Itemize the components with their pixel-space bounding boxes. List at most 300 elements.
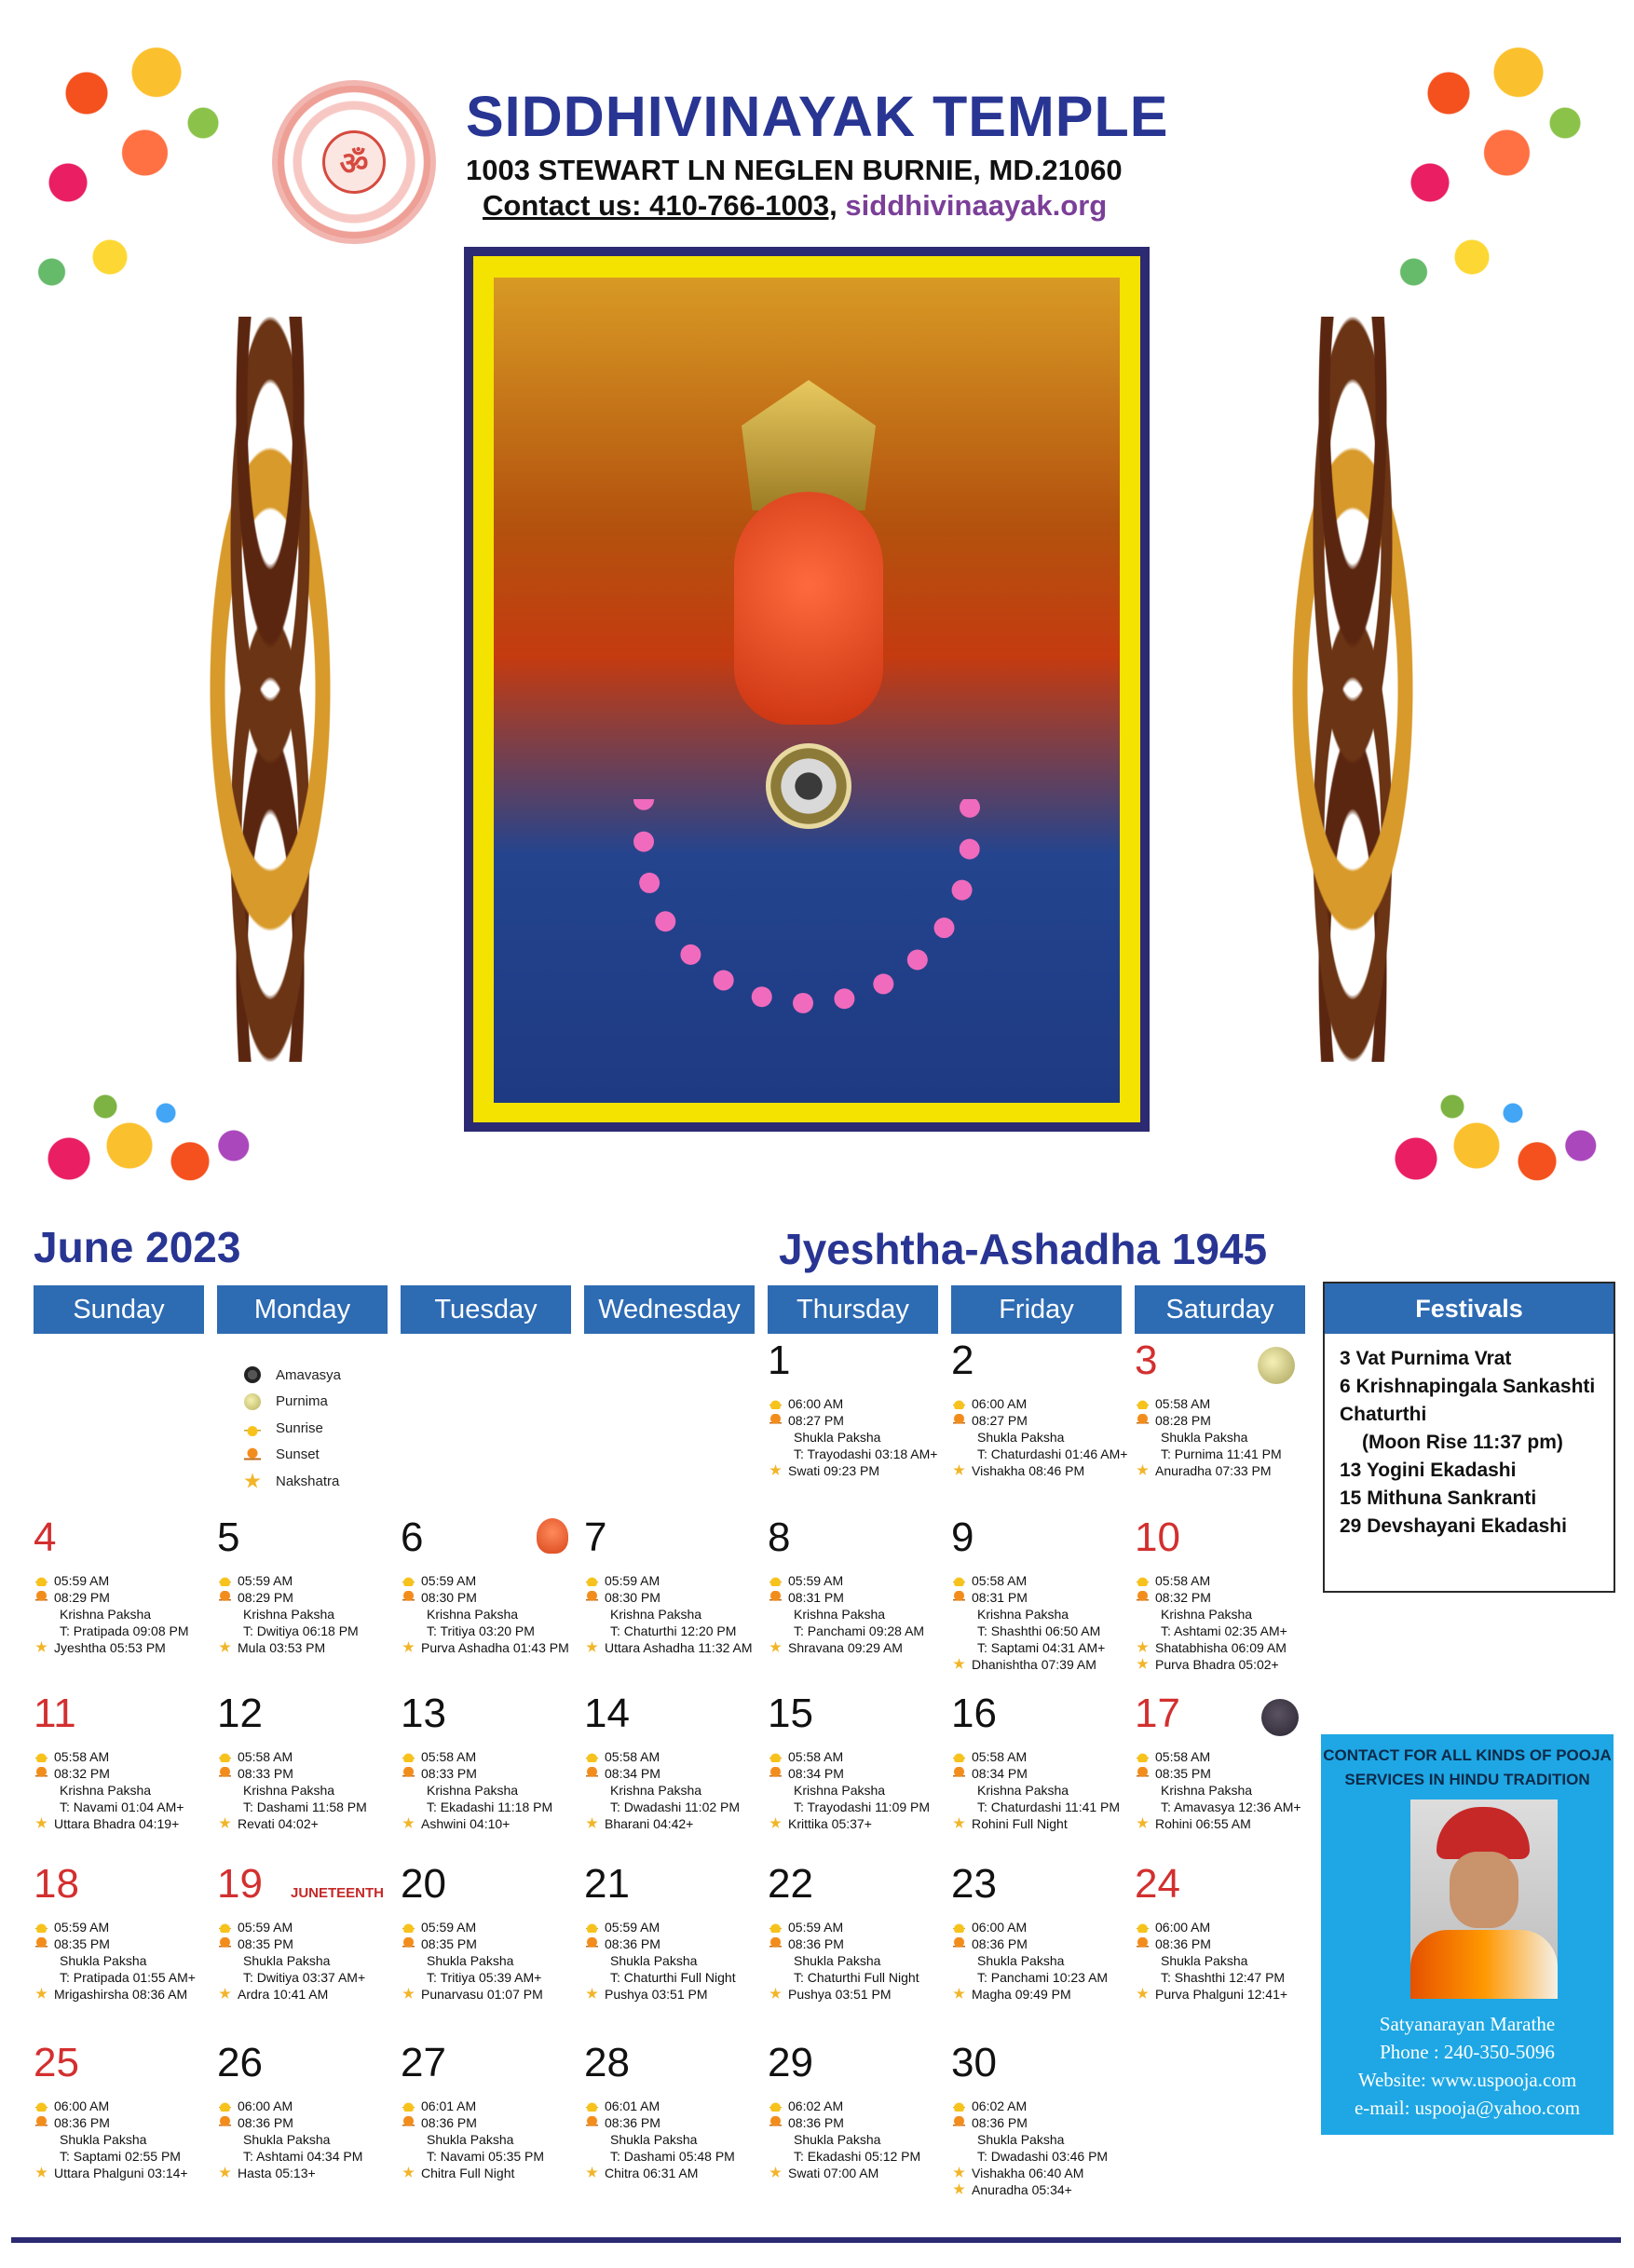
weekday-header-monday: Monday [217, 1285, 388, 1334]
star-icon [219, 1817, 231, 1829]
festivals-list [1340, 1345, 1595, 1541]
day-number: 18 [34, 1861, 79, 1907]
paksha: Shukla Paksha [1161, 1430, 1248, 1445]
new-moon-icon [1261, 1699, 1299, 1736]
tithi: T: Navami 05:35 PM [427, 2149, 545, 2164]
sunset-time: 08:31 PM [788, 1590, 844, 1605]
sunset-time: 08:36 PM [238, 2115, 293, 2130]
sunrise-icon [1137, 1397, 1149, 1409]
sunrise-time: 06:02 AM [972, 2098, 1028, 2113]
nakshatra: Chitra 06:31 AM [605, 2166, 699, 2180]
day-number: 26 [217, 2040, 263, 2085]
sunset-time: 08:29 PM [54, 1590, 110, 1605]
paksha: Krishna Paksha [60, 1607, 152, 1622]
sunset-icon [953, 1937, 965, 1949]
star-icon [953, 2166, 965, 2179]
day-number: 30 [951, 2040, 997, 2085]
paksha: Krishna Paksha [977, 1607, 1069, 1622]
day-number: 9 [951, 1514, 974, 1560]
nakshatra: Magha 09:49 PM [972, 1987, 1071, 2002]
day-cell [401, 1861, 583, 2033]
sunrise-icon [769, 2099, 782, 2112]
sunset-icon [402, 2116, 415, 2128]
tithi: T: Ekadashi 05:12 PM [794, 2149, 921, 2164]
legend-sunrise: Sunrise [244, 1415, 341, 1442]
nakshatra: Ashwini 04:10+ [421, 1816, 511, 1831]
star-icon [219, 1641, 231, 1653]
sunset-time: 08:32 PM [54, 1766, 110, 1781]
contact-line [483, 189, 1107, 223]
sunrise-time: 05:59 AM [54, 1573, 110, 1588]
sunset-icon [586, 2116, 598, 2128]
sunset-icon [35, 1767, 48, 1779]
star-icon [1137, 1988, 1149, 2000]
sunrise-time: 06:02 AM [788, 2098, 844, 2113]
sunset-icon [1137, 1414, 1149, 1426]
priest-email-link[interactable]: e-mail: uspooja@yahoo.com [1354, 2097, 1581, 2119]
paksha: Krishna Paksha [794, 1783, 886, 1798]
sunset-icon [769, 2116, 782, 2128]
star-icon [953, 2183, 965, 2195]
sunset-icon [35, 2116, 48, 2128]
hindu-month-title: Jyeshtha-Ashadha 1945 [779, 1225, 1268, 1273]
sunset-time: 08:36 PM [788, 2115, 844, 2130]
star-icon [586, 2166, 598, 2179]
sunrise-icon [953, 1921, 965, 1933]
sunrise-time: 05:58 AM [972, 1573, 1028, 1588]
sunrise-time: 05:59 AM [54, 1920, 110, 1935]
tithi: T: Dwitiya 06:18 PM [243, 1623, 359, 1638]
star-icon [953, 1817, 965, 1829]
nakshatra: Uttara Ashadha 11:32 AM [605, 1640, 753, 1655]
weekday-header-thursday: Thursday [768, 1285, 938, 1334]
sunset-time: 08:36 PM [421, 2115, 477, 2130]
star-icon [769, 1641, 782, 1653]
star-icon [953, 1658, 965, 1670]
sunset-time: 08:36 PM [605, 2115, 660, 2130]
sunrise-time: 06:01 AM [421, 2098, 477, 2113]
sunrise-time: 05:58 AM [605, 1749, 660, 1764]
nakshatra: Bharani 04:42+ [605, 1816, 694, 1831]
sunset-icon [402, 1937, 415, 1949]
day-number: 7 [584, 1514, 607, 1560]
sunrise-time: 05:59 AM [238, 1920, 293, 1935]
tithi: T: Purnima 11:41 PM [1161, 1446, 1282, 1461]
paksha: Krishna Paksha [977, 1783, 1069, 1798]
sunset-icon [219, 1591, 231, 1603]
nakshatra: Dhanishtha 07:39 AM [972, 1657, 1096, 1672]
sunrise-time: 05:59 AM [788, 1920, 844, 1935]
weekday-header-tuesday: Tuesday [401, 1285, 571, 1334]
paksha: Shukla Paksha [610, 1953, 698, 1968]
day-cell [951, 1338, 1134, 1510]
tithi: T: Panchami 09:28 AM [794, 1623, 925, 1638]
sunrise-icon [402, 1921, 415, 1933]
day-number: 1 [768, 1338, 791, 1383]
weekday-header-friday: Friday [951, 1285, 1122, 1334]
sunset-icon [402, 1767, 415, 1779]
day-number: 3 [1135, 1338, 1158, 1383]
star-icon [402, 1641, 415, 1653]
day-cell [34, 1691, 216, 1863]
sunrise-icon [35, 2099, 48, 2112]
sunset-time: 08:35 PM [54, 1936, 110, 1951]
day-number: 19 [217, 1861, 263, 1907]
tithi: T: Dwadashi 11:02 PM [610, 1799, 741, 1814]
sunrise-icon [219, 2099, 231, 2112]
weekday-header-sunday: Sunday [34, 1285, 204, 1334]
flower-decoration-top-right [1379, 19, 1612, 317]
sunset-icon [402, 1591, 415, 1603]
sunset-time: 08:27 PM [972, 1413, 1028, 1428]
ganesh-icon [537, 1518, 568, 1554]
juneteenth-label: JUNETEENTH [291, 1885, 385, 1901]
sunrise-time: 05:58 AM [1155, 1749, 1211, 1764]
tithi: T: Pratipada 01:55 AM+ [60, 1970, 196, 1985]
festival-item: 13 Yogini Ekadashi [1340, 1460, 1517, 1481]
paksha: Shukla Paksha [60, 1953, 147, 1968]
day-cell [768, 1691, 950, 1863]
tithi: T: Tritiya 05:39 AM+ [427, 1970, 542, 1985]
sunrise-time: 06:01 AM [605, 2098, 660, 2113]
sunset-time: 08:30 PM [605, 1590, 660, 1605]
day-number: 24 [1135, 1861, 1180, 1907]
tithi: T: Chaturdashi 01:46 AM+ [977, 1446, 1128, 1461]
paksha: Shukla Paksha [977, 1953, 1065, 1968]
legend-nakshatra: Nakshatra [244, 1468, 341, 1495]
nakshatra: Krittika 05:37+ [788, 1816, 872, 1831]
sunrise-time: 06:00 AM [54, 2098, 110, 2113]
day-cell [584, 1861, 767, 2033]
sunrise-time: 06:00 AM [972, 1396, 1028, 1411]
day-cell [401, 2040, 583, 2212]
sunset-icon [1137, 1937, 1149, 1949]
full-moon-icon [1258, 1347, 1295, 1384]
sunrise-time: 05:59 AM [605, 1920, 660, 1935]
star-icon [769, 1464, 782, 1476]
star-icon [35, 1988, 48, 2000]
star-icon [219, 2166, 231, 2179]
tithi: T: Amavasya 12:36 AM+ [1161, 1799, 1301, 1814]
paksha: Krishna Paksha [427, 1783, 519, 1798]
tithi: T: Tritiya 03:20 PM [427, 1623, 535, 1638]
nakshatra: Purva Ashadha 01:43 PM [421, 1640, 569, 1655]
nakshatra: Rohini Full Night [972, 1816, 1068, 1831]
nakshatra: Anuradha 07:33 PM [1155, 1463, 1272, 1478]
sunrise-time: 05:58 AM [1155, 1573, 1211, 1588]
paksha: Shukla Paksha [977, 2132, 1065, 2147]
sunrise-icon [586, 1921, 598, 1933]
star-icon [769, 1817, 782, 1829]
paksha: Shukla Paksha [794, 2132, 881, 2147]
sunset-time: 08:34 PM [605, 1766, 660, 1781]
sunrise-time: 05:58 AM [1155, 1396, 1211, 1411]
star-icon [402, 1817, 415, 1829]
paksha: Shukla Paksha [427, 2132, 514, 2147]
day-number: 13 [401, 1691, 446, 1736]
paksha: Shukla Paksha [60, 2132, 147, 2147]
sunrise-icon [586, 2099, 598, 2112]
nakshatra: Rohini 06:55 AM [1155, 1816, 1251, 1831]
sunset-time: 08:36 PM [972, 2115, 1028, 2130]
nakshatra: Pushya 03:51 PM [605, 1987, 708, 2002]
nakshatra: Swati 07:00 AM [788, 2166, 879, 2180]
festivals-title: Festivals [1325, 1283, 1614, 1334]
tithi: T: Ekadashi 11:18 PM [427, 1799, 553, 1814]
day-cell [584, 1514, 767, 1687]
ornamental-swirl-left [177, 317, 363, 1062]
sunrise-icon [35, 1750, 48, 1762]
tithi: T: Shashthi 06:50 AM [977, 1623, 1101, 1638]
paksha: Krishna Paksha [60, 1783, 152, 1798]
tithi: T: Shashthi 12:47 PM [1161, 1970, 1286, 1985]
sunrise-icon [953, 1574, 965, 1586]
paksha: Shukla Paksha [243, 1953, 331, 1968]
day-cell [584, 1691, 767, 1863]
paksha: Shukla Paksha [1161, 1953, 1248, 1968]
sunrise-icon [244, 1419, 261, 1436]
day-number: 28 [584, 2040, 630, 2085]
star-icon [586, 1988, 598, 2000]
sunset-time: 08:36 PM [605, 1936, 660, 1951]
temple-website-link[interactable]: siddhivinaayak.org [845, 189, 1108, 222]
priest-phone: Phone : 240-350-5096 [1380, 2041, 1555, 2063]
paksha: Shukla Paksha [610, 2132, 698, 2147]
star-icon [402, 2166, 415, 2179]
tithi: T: Saptami 04:31 AM+ [977, 1640, 1106, 1655]
star-icon [35, 1641, 48, 1653]
day-cell [34, 1861, 216, 2033]
deity-photo [494, 278, 1120, 1103]
pooja-contact-info [1321, 2010, 1614, 2122]
sunrise-time: 05:58 AM [972, 1749, 1028, 1764]
star-icon [1137, 1464, 1149, 1476]
sunrise-time: 05:58 AM [54, 1749, 110, 1764]
sunset-time: 08:35 PM [1155, 1766, 1211, 1781]
sunset-icon [586, 1937, 598, 1949]
star-icon [219, 1988, 231, 2000]
sunrise-time: 05:58 AM [238, 1749, 293, 1764]
nakshatra: Purva Phalguni 12:41+ [1155, 1987, 1288, 2002]
tithi: T: Panchami 10:23 AM [977, 1970, 1109, 1985]
paksha: Shukla Paksha [794, 1953, 881, 1968]
sunrise-time: 05:58 AM [788, 1749, 844, 1764]
day-cell [217, 2040, 400, 2212]
sunset-time: 08:34 PM [972, 1766, 1028, 1781]
paksha: Krishna Paksha [427, 1607, 519, 1622]
weekday-header-saturday: Saturday [1135, 1285, 1305, 1334]
sunrise-time: 05:59 AM [605, 1573, 660, 1588]
tithi: T: Ashtami 02:35 AM+ [1161, 1623, 1287, 1638]
sunrise-icon [586, 1750, 598, 1762]
star-icon [244, 1473, 261, 1489]
flower-decoration-top-left [17, 19, 250, 317]
day-cell [1135, 1861, 1317, 2033]
sunset-icon [244, 1446, 261, 1463]
day-number: 12 [217, 1691, 263, 1736]
sunrise-time: 05:59 AM [421, 1920, 477, 1935]
sunrise-time: 06:00 AM [788, 1396, 844, 1411]
tithi: T: Dashami 05:48 PM [610, 2149, 735, 2164]
nakshatra: Vishakha 08:46 PM [972, 1463, 1085, 1478]
star-icon [586, 1817, 598, 1829]
temple-title: SIDDHIVINAYAK TEMPLE [466, 85, 1169, 148]
day-cell [768, 2040, 950, 2212]
day-cell [34, 2040, 216, 2212]
sunset-time: 08:33 PM [238, 1766, 293, 1781]
day-number: 20 [401, 1861, 446, 1907]
sunset-icon [1137, 1767, 1149, 1779]
sunset-icon [35, 1937, 48, 1949]
day-cell [768, 1861, 950, 2033]
paksha: Shukla Paksha [977, 1430, 1065, 1445]
day-cell [34, 1514, 216, 1687]
day-number: 2 [951, 1338, 974, 1383]
sunrise-time: 05:59 AM [238, 1573, 293, 1588]
sunrise-icon [769, 1750, 782, 1762]
day-cell [401, 1691, 583, 1863]
paksha: Krishna Paksha [243, 1783, 335, 1798]
sunset-icon [35, 1591, 48, 1603]
day-number: 11 [34, 1691, 76, 1736]
priest-website-link[interactable]: Website: www.uspooja.com [1357, 2069, 1577, 2091]
nakshatra: Anuradha 05:34+ [972, 2182, 1072, 2197]
sunset-time: 08:33 PM [421, 1766, 477, 1781]
sunset-icon [769, 1767, 782, 1779]
day-number: 5 [217, 1514, 240, 1560]
nakshatra: Punarvasu 01:07 PM [421, 1987, 543, 2002]
nakshatra: Uttara Bhadra 04:19+ [54, 1816, 180, 1831]
tithi: T: Dwitiya 03:37 AM+ [243, 1970, 366, 1985]
sunset-time: 08:30 PM [421, 1590, 477, 1605]
star-icon [1137, 1641, 1149, 1653]
sunrise-icon [1137, 1574, 1149, 1586]
sunrise-icon [953, 1397, 965, 1409]
festivals-panel [1323, 1282, 1615, 1593]
nakshatra: Hasta 05:13+ [238, 2166, 316, 2180]
day-number: 29 [768, 2040, 813, 2085]
star-icon [769, 1988, 782, 2000]
day-cell [1135, 1514, 1317, 1687]
bottom-divider [11, 2237, 1621, 2243]
day-number: 23 [951, 1861, 997, 1907]
tithi: T: Chaturthi 12:20 PM [610, 1623, 737, 1638]
sunset-time: 08:29 PM [238, 1590, 293, 1605]
nakshatra: Mula 03:53 PM [238, 1640, 326, 1655]
sunset-time: 08:28 PM [1155, 1413, 1211, 1428]
sunset-icon [769, 1414, 782, 1426]
tithi: T: Chaturdashi 11:41 PM [977, 1799, 1121, 1814]
nakshatra: Mrigashirsha 08:36 AM [54, 1987, 188, 2002]
sunrise-icon [1137, 1750, 1149, 1762]
festival-item: 15 Mithuna Sankranti [1340, 1487, 1537, 1509]
sunrise-icon [402, 1750, 415, 1762]
sunrise-icon [1137, 1921, 1149, 1933]
sunset-time: 08:34 PM [788, 1766, 844, 1781]
day-cell [217, 1691, 400, 1863]
star-icon [35, 1817, 48, 1829]
sunset-time: 08:35 PM [238, 1936, 293, 1951]
star-icon [769, 2166, 782, 2179]
day-number: 22 [768, 1861, 813, 1907]
sunrise-icon [35, 1574, 48, 1586]
sunrise-time: 05:59 AM [788, 1573, 844, 1588]
legend-purnima: Purnima [244, 1389, 341, 1416]
full-moon-icon [244, 1393, 261, 1410]
sunrise-icon [402, 1574, 415, 1586]
day-number: 6 [401, 1514, 424, 1560]
festival-item: Chaturthi [1340, 1404, 1427, 1425]
tithi: T: Chaturthi Full Night [794, 1970, 919, 1985]
sunset-time: 08:31 PM [972, 1590, 1028, 1605]
nakshatra: Pushya 03:51 PM [788, 1987, 892, 2002]
nakshatra: Uttara Phalguni 03:14+ [54, 2166, 188, 2180]
nakshatra: Jyeshtha 05:53 PM [54, 1640, 166, 1655]
ornamental-swirl-right [1260, 317, 1446, 1062]
sunset-icon [586, 1767, 598, 1779]
day-cell [951, 1691, 1134, 1863]
tithi: T: Chaturthi Full Night [610, 1970, 736, 1985]
temple-address: 1003 STEWART LN NEGLEN BURNIE, MD.21060 [466, 154, 1123, 186]
sunrise-icon [35, 1921, 48, 1933]
sunset-icon [953, 2116, 965, 2128]
sunset-icon [586, 1591, 598, 1603]
paksha: Krishna Paksha [610, 1783, 702, 1798]
sunset-icon [953, 1591, 965, 1603]
star-icon [953, 1988, 965, 2000]
sunset-icon [219, 1767, 231, 1779]
day-number: 15 [768, 1691, 813, 1736]
sunrise-time: 06:00 AM [238, 2098, 293, 2113]
sunset-time: 08:32 PM [1155, 1590, 1211, 1605]
sunset-time: 08:36 PM [1155, 1936, 1211, 1951]
day-number: 25 [34, 2040, 79, 2085]
day-cell [217, 1514, 400, 1687]
star-icon [35, 2166, 48, 2179]
sunrise-icon [219, 1750, 231, 1762]
flower-decoration-left [20, 1080, 263, 1211]
sunset-icon [769, 1591, 782, 1603]
sunrise-icon [953, 2099, 965, 2112]
legend-amavasya: Amavasya [244, 1362, 341, 1389]
sunrise-icon [219, 1921, 231, 1933]
priest-photo [1410, 1799, 1558, 1999]
calendar-legend [244, 1362, 341, 1495]
sunset-icon [219, 1937, 231, 1949]
sunset-icon [1137, 1591, 1149, 1603]
tithi: T: Pratipada 09:08 PM [60, 1623, 189, 1638]
sunset-icon [953, 1414, 965, 1426]
sunrise-icon [402, 2099, 415, 2112]
day-number: 8 [768, 1514, 791, 1560]
new-moon-icon [244, 1366, 261, 1383]
tithi: T: Trayodashi 11:09 PM [794, 1799, 931, 1814]
star-icon [1137, 1658, 1149, 1670]
day-cell [584, 2040, 767, 2212]
contact-phone: Contact us: 410-766-1003, [483, 189, 837, 222]
tithi: T: Trayodashi 03:18 AM+ [794, 1446, 938, 1461]
sunrise-time: 06:00 AM [972, 1920, 1028, 1935]
day-cell [951, 2040, 1134, 2212]
sunset-time: 08:36 PM [972, 1936, 1028, 1951]
sunset-time: 08:36 PM [788, 1936, 844, 1951]
star-icon [586, 1641, 598, 1653]
tithi: T: Ashtami 04:34 PM [243, 2149, 363, 2164]
nakshatra: Shravana 09:29 AM [788, 1640, 903, 1655]
sunrise-time: 05:58 AM [421, 1749, 477, 1764]
day-number: 17 [1135, 1691, 1180, 1736]
sunrise-icon [219, 1574, 231, 1586]
